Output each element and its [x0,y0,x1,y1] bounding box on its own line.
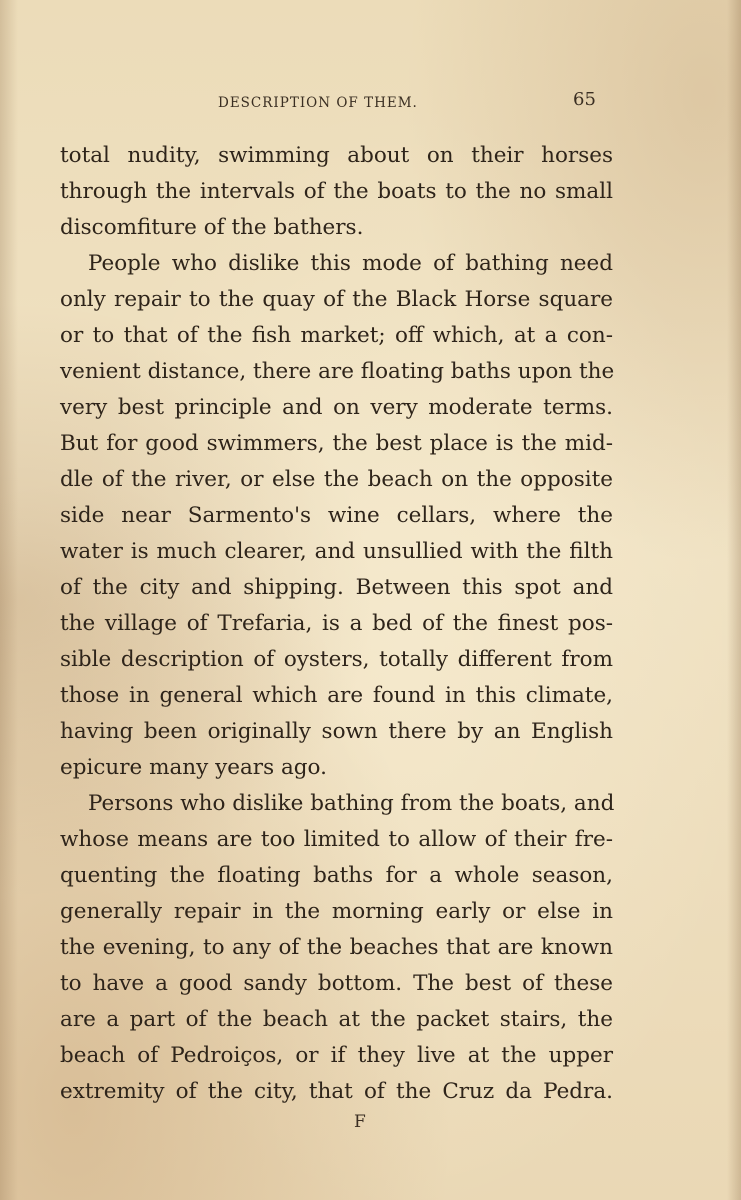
text-line: quenting the floating baths for a whole season, [60,863,613,888]
text-line: People who dislike this mode of bathing need [88,251,613,276]
text-line: But for good swimmers, the best place is the mid- [60,431,613,456]
text-line: extremity of the city, that of the Cruz da Pedra. [60,1079,613,1104]
page-number: 65 [573,89,596,110]
text-line: having been originally sown there by an English [60,719,613,744]
text-line: the village of Trefaria, is a bed of the finest pos- [60,611,613,636]
text-line: only repair to the quay of the Black Horse square [60,287,613,312]
text-line: water is much clearer, and unsullied with the filth [60,539,613,564]
text-line: beach of Pedroiços, or if they live at the upper [60,1043,613,1068]
text-line: to have a good sandy bottom. The best of these [60,971,613,996]
text-line: generally repair in the morning early or else in [60,899,613,924]
text-line: those in general which are found in this climate, [60,683,613,708]
text-line: discomfiture of the bathers. [60,215,364,240]
page-edge-shadow-right [727,0,741,1200]
body-text [60,138,613,1110]
text-line: epicure many years ago. [60,755,327,780]
text-line: sible description of oysters, totally different from [60,647,613,672]
text-line: venient distance, there are floating baths upon the [60,359,615,384]
text-line: side near Sarmento's wine cellars, where the [60,503,613,528]
text-line: whose means are too limited to allow of their fre- [60,827,613,852]
text-line: Persons who dislike bathing from the boats, and [88,791,615,816]
running-head: DESCRIPTION OF THEM. [218,95,418,111]
text-line: total nudity, swimming about on their horses [60,143,613,168]
text-line: through the intervals of the boats to the no small [60,179,613,204]
text-line: dle of the river, or else the beach on the opposite [60,467,613,492]
page-edge-shadow-left [0,0,18,1200]
signature-mark: F [354,1112,366,1132]
text-line: of the city and shipping. Between this spot and [60,575,613,600]
text-line: or to that of the fish market; off which, at a con- [60,323,613,348]
text-line: the evening, to any of the beaches that are known [60,935,613,960]
text-line: are a part of the beach at the packet stairs, the [60,1007,613,1032]
text-line: very best principle and on very moderate terms. [60,395,613,420]
